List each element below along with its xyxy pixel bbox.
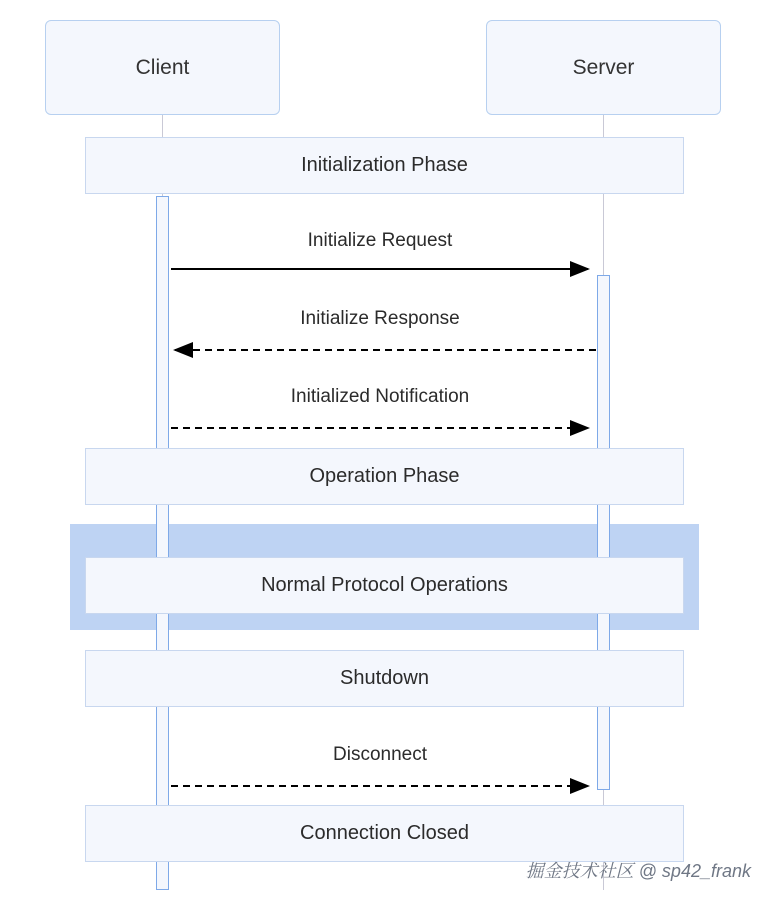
message-label-initialize-response — [180, 308, 580, 330]
phase-label-normal-operations: Normal Protocol Operations — [261, 574, 508, 596]
message-text-disconnect: Disconnect — [333, 744, 427, 765]
phase-bar-shutdown[interactable] — [85, 650, 684, 707]
watermark: 掘金技术社区 @ sp42_frank — [525, 861, 751, 881]
phase-bar-operation[interactable] — [85, 448, 684, 505]
message-label-disconnect — [180, 744, 580, 766]
phase-label-connection-closed: Connection Closed — [300, 822, 469, 844]
participant-client-label: Client — [135, 55, 190, 79]
phase-bar-initialization[interactable] — [85, 137, 684, 194]
message-text-initialize-request: Initialize Request — [307, 230, 453, 251]
message-text-initialized-notification: Initialized Notification — [290, 386, 470, 407]
phase-label-initialization: Initialization Phase — [301, 154, 468, 176]
activation-server — [597, 275, 610, 790]
phase-bar-normal-operations[interactable] — [85, 557, 684, 614]
participant-server[interactable] — [486, 20, 721, 115]
message-text-initialize-response: Initialize Response — [300, 308, 460, 329]
activation-client — [156, 196, 169, 890]
participant-server-label: Server — [572, 55, 635, 79]
participant-client[interactable] — [45, 20, 280, 115]
phase-bar-connection-closed[interactable] — [85, 805, 684, 862]
phase-label-shutdown: Shutdown — [340, 667, 429, 689]
message-label-initialize-request — [180, 230, 580, 252]
phase-label-operation: Operation Phase — [309, 465, 460, 487]
message-label-initialized-notification — [180, 386, 580, 408]
